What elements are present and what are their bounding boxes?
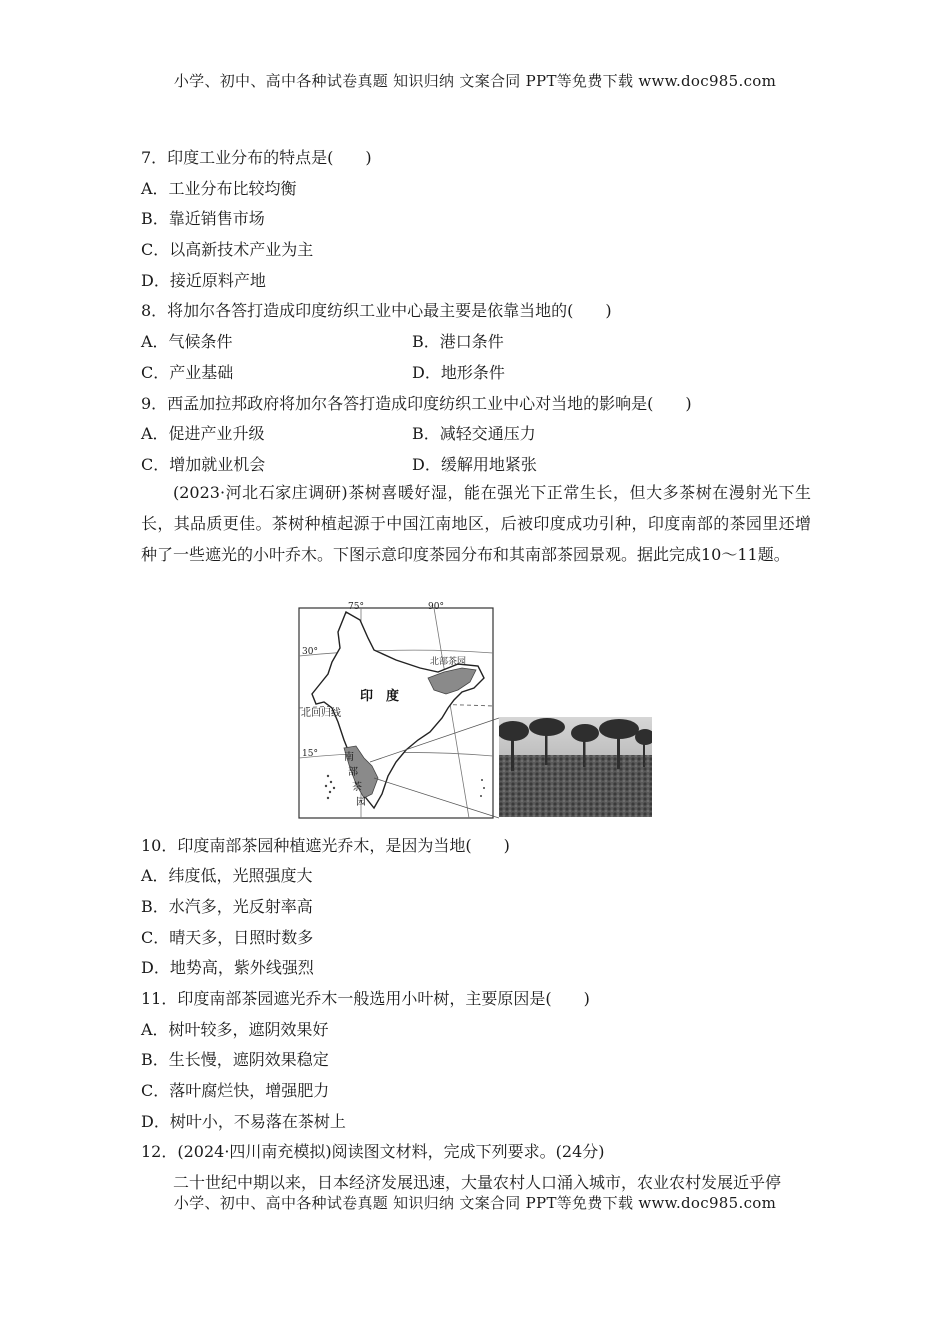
question-7-stem: 7．印度工业分布的特点是( ) <box>141 148 372 167</box>
question-8-option-c: C．产业基础 <box>141 363 234 382</box>
question-11-option-c: C．落叶腐烂快，增强肥力 <box>141 1081 330 1100</box>
page-header: 小学、初中、高中各种试卷真题 知识归纳 文案合同 PPT等免费下载 www.doc985.com <box>173 72 777 90</box>
question-7-option-a: A．工业分布比较均衡 <box>141 179 297 198</box>
question-10-option-c: C．晴天多，日照时数多 <box>141 928 314 947</box>
question-9-option-c: C．增加就业机会 <box>141 455 266 474</box>
question-10-option-a: A．纬度低，光照强度大 <box>141 866 313 885</box>
question-8-stem: 8．将加尔各答打造成印度纺织工业中心最主要是依靠当地的( ) <box>141 301 612 320</box>
question-8-option-d: D．地形条件 <box>412 363 505 382</box>
question-7-option-c: C．以高新技术产业为主 <box>141 240 314 259</box>
north-garden-label: 北部茶园 <box>430 657 467 667</box>
lon-90-label: 90° <box>428 602 444 612</box>
question-11-option-b: B．生长慢，遮阴效果稳定 <box>141 1050 329 1069</box>
question-8-option-a: A．气候条件 <box>141 332 233 351</box>
question-11-option-d: D．树叶小，不易落在茶树上 <box>141 1112 346 1131</box>
question-9-stem: 9．西孟加拉邦政府将加尔各答打造成印度纺织工业中心对当地的影响是( ) <box>141 394 692 413</box>
question-10-option-d: D．地势高，紫外线强烈 <box>141 958 314 977</box>
page-footer: 小学、初中、高中各种试卷真题 知识归纳 文案合同 PPT等免费下载 www.doc985.com <box>173 1194 777 1212</box>
question-9-option-b: B．减轻交通压力 <box>412 424 536 443</box>
south-tea-garden-photo <box>499 717 652 817</box>
question-12-passage: 二十世纪中期以来，日本经济发展迅速，大量农村人口涌入城市，农业农村发展近乎停 <box>173 1173 782 1192</box>
country-label: 印 度 <box>360 689 400 704</box>
question-10-stem: 10．印度南部茶园种植遮光乔木，是因为当地( ) <box>141 836 510 855</box>
question-7-option-b: B．靠近销售市场 <box>141 209 265 228</box>
question-7-option-d: D．接近原料产地 <box>141 271 266 290</box>
question-10-option-b: B．水汽多，光反射率高 <box>141 897 313 916</box>
south-garden-label-3: 茶 <box>352 782 362 793</box>
passage-intro: (2023·河北石家庄调研)茶树喜暖好湿，能在强光下正常生长，但大多茶树在漫射光下生长，其品质更佳。茶树种植起源于中国江南地区，后被印度成功引种，印度南部的茶园里还增种了一些遮光的小叶乔木。下图示意印度茶园分布和其南部茶园景观。据此完成10～11题。 <box>141 483 811 564</box>
question-9-option-a: A．促进产业升级 <box>141 424 265 443</box>
lat-15-label: 15° <box>302 749 318 759</box>
question-11-stem: 11．印度南部茶园遮光乔木一般选用小叶树，主要原因是( ) <box>141 989 590 1008</box>
question-9-option-d: D．缓解用地紧张 <box>412 455 537 474</box>
tropic-label: 北回归线 <box>301 708 341 719</box>
question-12-stem: 12．(2024·四川南充模拟)阅读图文材料，完成下列要求。(24分) <box>141 1142 605 1161</box>
question-8-option-b: B．港口条件 <box>412 332 504 351</box>
south-garden-label-4: 园 <box>356 797 366 808</box>
south-garden-label-2: 部 <box>348 767 358 778</box>
lon-75-label: 75° <box>348 602 364 612</box>
lat-30-label: 30° <box>302 647 318 657</box>
question-11-option-a: A．树叶较多，遮阴效果好 <box>141 1020 329 1039</box>
south-garden-label-1: 南 <box>344 752 354 763</box>
